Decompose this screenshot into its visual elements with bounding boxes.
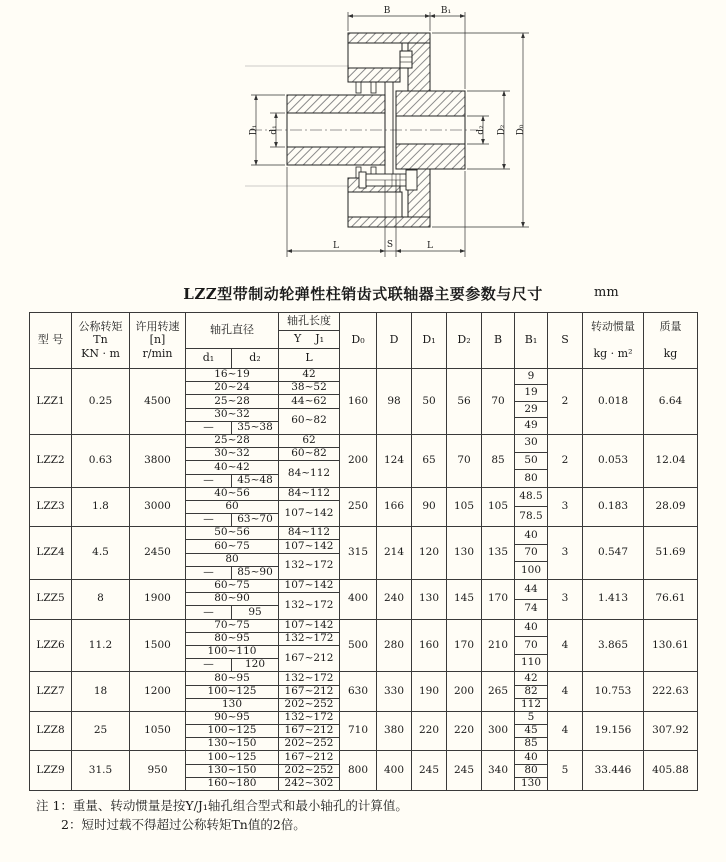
mass-cell: 405.88 [644, 751, 698, 791]
inertia-cell: 33.446 [583, 751, 644, 791]
table-row [30, 369, 698, 382]
D-cell: 166 [377, 487, 412, 527]
dim-label-B: B [383, 6, 391, 16]
B1-cell [515, 434, 548, 487]
B1-sub-cell: 50 [515, 453, 547, 471]
mass-cell: 12.04 [644, 434, 698, 487]
bore-len-cell: 42 [279, 369, 340, 382]
B1-sub-cell: 82 [515, 686, 547, 699]
bore-len-cell: 60~82 [279, 408, 340, 434]
d1-cell: — [186, 514, 232, 527]
speed-cell: 1050 [130, 711, 186, 751]
col-header-speed [130, 313, 186, 369]
B1-cell [515, 487, 548, 527]
D-cell: 280 [377, 619, 412, 672]
col-header-d1: d₁ [186, 349, 232, 369]
bore-dia-cell: 130~150 [186, 764, 279, 777]
B1-cell [515, 369, 548, 435]
d2-cell: 85~90 [232, 566, 279, 579]
D-cell: 330 [377, 672, 412, 712]
D0-cell: 250 [340, 487, 377, 527]
bore-len-cell: 84~112 [279, 527, 340, 540]
D-cell: 240 [377, 580, 412, 620]
S-cell: 3 [548, 580, 583, 620]
B1-sub-cell: 30 [515, 435, 547, 453]
B1-cell [515, 711, 548, 751]
bore-dia-cell: 80 [186, 553, 279, 566]
bore-dia-cell: 40~56 [186, 487, 279, 500]
title-bar [0, 283, 726, 305]
bore-len-cell: 107~142 [279, 500, 340, 526]
mass-cell: 51.69 [644, 527, 698, 580]
technical-drawing [0, 0, 726, 282]
bore-len-cell: 202~252 [279, 738, 340, 751]
B-cell: 300 [482, 711, 515, 751]
bore-len-cell: 167~212 [279, 751, 340, 764]
model-cell: LZZ5 [30, 580, 72, 620]
speed-cell: 4500 [130, 369, 186, 435]
col-header-bore-len: 轴孔长度 [279, 313, 340, 331]
torque-cell: 8 [72, 580, 130, 620]
speed-symbol: [n] [149, 333, 166, 347]
dim-label-S: S [386, 240, 394, 250]
mass-cell: 307.92 [644, 711, 698, 751]
bore-dia-cell: 60~75 [186, 580, 279, 593]
B1-substack [515, 751, 547, 790]
col-header-B: B [482, 313, 515, 369]
B1-sub-cell: 9 [515, 369, 547, 385]
inertia-unit: kg · m² [593, 346, 633, 360]
D2-cell: 56 [447, 369, 482, 435]
page-title: LZZ型带制动轮弹性柱销齿式联轴器主要参数与尺寸 [183, 285, 543, 303]
B1-cell [515, 751, 548, 791]
B1-sub-cell: 130 [520, 777, 542, 790]
B1-sub-cell: 40 [515, 751, 547, 764]
B-cell: 70 [482, 369, 515, 435]
col-header-D: D [377, 313, 412, 369]
B1-sub-cell: 5 [515, 712, 547, 725]
B1-cell [515, 527, 548, 580]
B1-substack [515, 580, 547, 619]
D1-cell: 130 [412, 580, 447, 620]
B1-substack [515, 527, 547, 579]
D0-cell: 800 [340, 751, 377, 791]
inertia-cell: 0.547 [583, 527, 644, 580]
mass-cell: 130.61 [644, 619, 698, 672]
brake-wheel-top [348, 33, 430, 93]
bore-len-cell: 132~172 [279, 593, 340, 619]
bore-dia-cell: 80~95 [186, 632, 279, 645]
bore-len-cell: 167~212 [279, 725, 340, 738]
table-row [30, 751, 698, 764]
dim-label-d1: d₁ [269, 125, 279, 135]
torque-cell: 4.5 [72, 527, 130, 580]
bore-dia-cell: 30~32 [186, 448, 279, 461]
model-cell: LZZ4 [30, 527, 72, 580]
B1-substack [515, 488, 547, 527]
col-header-mass [644, 313, 698, 369]
col-header-torque [72, 313, 130, 369]
S-cell: 4 [548, 672, 583, 712]
mass-label: 质量 [659, 319, 682, 333]
torque-cell: 31.5 [72, 751, 130, 791]
model-cell: LZZ2 [30, 434, 72, 487]
mass-unit: kg [663, 346, 678, 360]
B1-sub-cell: 29 [515, 402, 547, 418]
bore-dia-cell: 40~42 [186, 461, 279, 474]
B-cell: 340 [482, 751, 515, 791]
D2-cell: 130 [447, 527, 482, 580]
B1-substack [515, 435, 547, 487]
bore-len-cell: 132~172 [279, 553, 340, 579]
D2-cell: 170 [447, 619, 482, 672]
inertia-cell: 1.413 [583, 580, 644, 620]
D0-cell: 200 [340, 434, 377, 487]
table-row [30, 711, 698, 724]
B-cell: 105 [482, 487, 515, 527]
bore-len-cell: 38~52 [279, 382, 340, 395]
parameter-table [29, 312, 698, 791]
table-row [30, 527, 698, 540]
dim-label-d2: d₂ [476, 125, 486, 135]
S-cell: 3 [548, 487, 583, 527]
col-header-B1: B₁ [515, 313, 548, 369]
speed-cell: 1500 [130, 619, 186, 672]
B1-sub-cell: 49 [524, 419, 538, 432]
torque-cell: 11.2 [72, 619, 130, 672]
dim-label-B1: B₁ [440, 6, 452, 16]
S-cell: 5 [548, 751, 583, 791]
D2-cell: 145 [447, 580, 482, 620]
speed-label: 许用转速 [135, 320, 180, 334]
S-cell: 3 [548, 527, 583, 580]
col-header-D1: D₁ [412, 313, 447, 369]
bore-dia-cell: 60 [186, 500, 279, 513]
col-header-YJ1: Y J₁ [279, 331, 340, 349]
mass-cell: 76.61 [644, 580, 698, 620]
speed-cell: 3000 [130, 487, 186, 527]
bore-dia-cell: 30~32 [186, 408, 279, 421]
bore-len-cell: 62 [279, 434, 340, 447]
B1-sub-cell: 85 [524, 737, 538, 750]
B1-sub-cell: 112 [520, 697, 542, 710]
model-cell: LZZ3 [30, 487, 72, 527]
D0-cell: 160 [340, 369, 377, 435]
d2-cell: 63~70 [232, 514, 279, 527]
inertia-cell: 0.053 [583, 434, 644, 487]
bore-len-cell: 202~252 [279, 764, 340, 777]
B1-sub-cell: 70 [515, 637, 547, 655]
model-cell: LZZ8 [30, 711, 72, 751]
inertia-cell: 10.753 [583, 672, 644, 712]
torque-unit: KN · m [81, 346, 120, 360]
bore-len-cell: 202~252 [279, 698, 340, 711]
torque-cell: 1.8 [72, 487, 130, 527]
speed-cell: 950 [130, 751, 186, 791]
parameter-table-wrap [29, 312, 726, 791]
bore-dia-cell: 90~95 [186, 711, 279, 724]
B1-sub-cell: 40 [515, 527, 547, 545]
B1-sub-cell: 42 [515, 672, 547, 685]
B1-sub-cell: 70 [515, 545, 547, 563]
B1-sub-cell: 40 [515, 620, 547, 638]
bore-dia-cell: 16~19 [186, 369, 279, 382]
bore-dia-cell: 20~24 [186, 382, 279, 395]
col-header-bore-dia: 轴孔直径 [186, 313, 279, 349]
D0-cell: 630 [340, 672, 377, 712]
col-header-d2: d₂ [232, 349, 279, 369]
inertia-cell: 0.183 [583, 487, 644, 527]
col-header-L: L [279, 349, 340, 369]
bore-len-cell: 167~212 [279, 645, 340, 671]
bore-dia-cell: 50~56 [186, 527, 279, 540]
B1-sub-cell: 48.5 [515, 488, 547, 508]
bore-len-cell: 107~142 [279, 540, 340, 553]
bore-len-cell: 44~62 [279, 395, 340, 408]
footnote-2: 2：短时过载不得超过公称转矩Tn值的2倍。 [61, 817, 306, 833]
bore-dia-cell: 100~125 [186, 725, 279, 738]
d2-cell: 45~48 [232, 474, 279, 487]
footnote-1: 注 1：重量、转动惯量是按Y/J₁轴孔组合型式和最小轴孔的计算值。 [36, 798, 408, 813]
inertia-cell: 19.156 [583, 711, 644, 751]
bore-len-cell: 132~172 [279, 672, 340, 685]
col-header-inertia [583, 313, 644, 369]
B1-cell [515, 672, 548, 712]
B1-sub-cell: 45 [515, 725, 547, 738]
D0-cell: 400 [340, 580, 377, 620]
bore-len-cell: 107~142 [279, 619, 340, 632]
inertia-cell: 0.018 [583, 369, 644, 435]
bore-dia-cell: 25~28 [186, 434, 279, 447]
table-row [30, 672, 698, 685]
table-row [30, 487, 698, 500]
bore-len-cell: 84~112 [279, 487, 340, 500]
bore-dia-cell: 130~150 [186, 738, 279, 751]
model-cell: LZZ6 [30, 619, 72, 672]
D2-cell: 105 [447, 487, 482, 527]
unit-label: mm [594, 285, 619, 300]
footnotes [36, 796, 726, 835]
D1-cell: 220 [412, 711, 447, 751]
d2-cell: 35~38 [232, 421, 279, 434]
bore-len-cell: 242~302 [279, 777, 340, 790]
B-cell: 170 [482, 580, 515, 620]
B1-substack [515, 620, 547, 672]
speed-cell: 1900 [130, 580, 186, 620]
S-cell: 4 [548, 711, 583, 751]
B-cell: 85 [482, 434, 515, 487]
D0-cell: 710 [340, 711, 377, 751]
torque-symbol: Tn [93, 333, 108, 347]
d2-cell: 120 [232, 659, 279, 672]
D1-cell: 50 [412, 369, 447, 435]
B-cell: 265 [482, 672, 515, 712]
dim-label-D1: D₁ [249, 124, 259, 136]
col-header-S: S [548, 313, 583, 369]
B1-cell [515, 619, 548, 672]
model-cell: LZZ1 [30, 369, 72, 435]
speed-cell: 2450 [130, 527, 186, 580]
bore-dia-cell: 160~180 [186, 777, 279, 790]
D2-cell: 70 [447, 434, 482, 487]
bore-len-cell: 60~82 [279, 448, 340, 461]
model-cell: LZZ7 [30, 672, 72, 712]
D1-cell: 160 [412, 619, 447, 672]
torque-cell: 0.63 [72, 434, 130, 487]
torque-cell: 0.25 [72, 369, 130, 435]
col-header-D0: D₀ [340, 313, 377, 369]
D-cell: 124 [377, 434, 412, 487]
bore-dia-cell: 60~75 [186, 540, 279, 553]
bore-dia-cell: 130 [186, 698, 279, 711]
B1-sub-cell: 44 [515, 580, 547, 600]
bore-dia-cell: 100~125 [186, 751, 279, 764]
D1-cell: 90 [412, 487, 447, 527]
speed-cell: 1200 [130, 672, 186, 712]
D1-cell: 245 [412, 751, 447, 791]
D1-cell: 120 [412, 527, 447, 580]
B1-sub-cell: 78.5 [519, 509, 543, 522]
d1-cell: — [186, 659, 232, 672]
projection-lines [245, 66, 360, 186]
S-cell: 2 [548, 369, 583, 435]
B-cell: 210 [482, 619, 515, 672]
speed-cell: 3800 [130, 434, 186, 487]
col-header-D2: D₂ [447, 313, 482, 369]
D0-cell: 500 [340, 619, 377, 672]
bore-dia-cell: 70~75 [186, 619, 279, 632]
B1-substack [515, 712, 547, 751]
bore-dia-cell: 80~95 [186, 672, 279, 685]
D-cell: 98 [377, 369, 412, 435]
table-head [30, 313, 698, 369]
bore-len-cell: 84~112 [279, 461, 340, 487]
dim-label-D2: D₂ [497, 124, 507, 136]
B1-cell [515, 580, 548, 620]
B1-sub-cell: 100 [520, 563, 542, 576]
dim-label-D0: D₀ [516, 124, 526, 136]
bore-dia-cell: 100~110 [186, 645, 279, 658]
D-cell: 380 [377, 711, 412, 751]
table-row [30, 434, 698, 447]
dim-label-L-right: L [427, 241, 433, 251]
B1-sub-cell: 110 [520, 656, 542, 669]
d1-cell: — [186, 421, 232, 434]
bore-len-cell: 132~172 [279, 632, 340, 645]
bore-dia-cell: 100~125 [186, 685, 279, 698]
bore-len-cell: 132~172 [279, 711, 340, 724]
model-cell: LZZ9 [30, 751, 72, 791]
D-cell: 214 [377, 527, 412, 580]
D2-cell: 220 [447, 711, 482, 751]
d1-cell: — [186, 566, 232, 579]
S-cell: 4 [548, 619, 583, 672]
D0-cell: 315 [340, 527, 377, 580]
B1-sub-cell: 74 [524, 602, 538, 615]
dim-label-L-left: L [333, 241, 339, 251]
mass-cell: 6.64 [644, 369, 698, 435]
mass-cell: 222.63 [644, 672, 698, 712]
B1-sub-cell: 80 [524, 471, 538, 484]
bore-dia-cell: 80~90 [186, 593, 279, 606]
d1-cell: — [186, 606, 232, 619]
d2-cell: 95 [232, 606, 279, 619]
table-row [30, 619, 698, 632]
D1-cell: 65 [412, 434, 447, 487]
torque-cell: 25 [72, 711, 130, 751]
table-row [30, 580, 698, 593]
S-cell: 2 [548, 434, 583, 487]
D2-cell: 200 [447, 672, 482, 712]
inertia-label: 转动惯量 [591, 319, 635, 333]
table-body [30, 369, 698, 791]
B-cell: 135 [482, 527, 515, 580]
mass-cell: 28.09 [644, 487, 698, 527]
bore-dia-cell: 25~28 [186, 395, 279, 408]
inertia-cell: 3.865 [583, 619, 644, 672]
torque-cell: 18 [72, 672, 130, 712]
col-header-model: 型 号 [30, 313, 72, 369]
speed-unit: r/min [142, 346, 173, 360]
torque-label: 公称转矩 [78, 320, 123, 334]
D1-cell: 190 [412, 672, 447, 712]
D-cell: 400 [377, 751, 412, 791]
B1-sub-cell: 19 [515, 385, 547, 401]
bore-len-cell: 167~212 [279, 685, 340, 698]
B1-substack [515, 369, 547, 434]
B1-sub-cell: 80 [515, 765, 547, 778]
D2-cell: 245 [447, 751, 482, 791]
bore-len-cell: 107~142 [279, 580, 340, 593]
B1-substack [515, 672, 547, 711]
d1-cell: — [186, 474, 232, 487]
